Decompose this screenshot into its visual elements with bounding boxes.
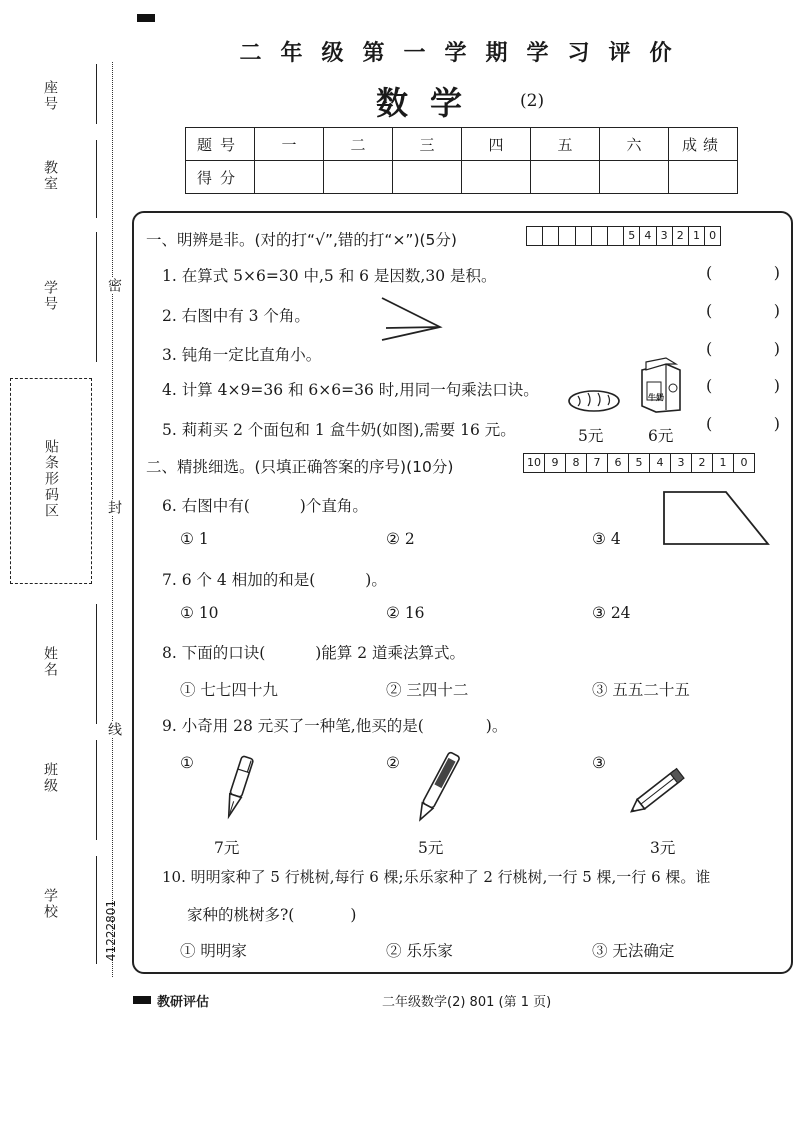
q10-option-3[interactable]: ③ 无法确定 — [592, 942, 675, 960]
scale-box[interactable] — [542, 227, 558, 245]
footer-mark — [133, 996, 151, 1004]
answer-paren-5[interactable]: ( ) — [706, 414, 780, 433]
q6-option-1[interactable]: ① 1 — [180, 530, 209, 548]
question-4: 4. 计算 4×9=36 和 6×6=36 时,用同一句乘法口诀。 — [162, 381, 539, 399]
q9-price-3: 3元 — [650, 839, 676, 857]
milk-label: 牛奶 — [648, 392, 664, 402]
subject-number: (2) — [520, 91, 545, 111]
scale-box[interactable]: 0 — [733, 454, 754, 472]
scale-box[interactable] — [575, 227, 591, 245]
binding-line — [96, 604, 97, 724]
name-label: 姓名 — [42, 646, 58, 678]
angle-figure — [378, 294, 444, 342]
score-cell[interactable] — [531, 161, 600, 194]
q9-price-1: 7元 — [214, 839, 240, 857]
scale-box[interactable]: 4 — [649, 454, 670, 472]
milk-box-icon — [636, 356, 684, 414]
score-col: 二 — [324, 128, 393, 161]
score-row-label: 得分 — [186, 161, 255, 194]
question-8: 8. 下面的口诀( )能算 2 道乘法算式。 — [162, 644, 466, 662]
binding-line — [96, 740, 97, 840]
answer-paren-1[interactable]: ( ) — [706, 263, 780, 282]
score-cell[interactable] — [600, 161, 669, 194]
scale-box[interactable]: 10 — [527, 456, 541, 469]
bread-price: 5元 — [578, 427, 604, 445]
student-id-label: 学号 — [42, 280, 58, 312]
score-col: 六 — [600, 128, 669, 161]
q7-option-2[interactable]: ② 16 — [386, 604, 425, 622]
q6-option-2[interactable]: ② 2 — [386, 530, 415, 548]
scale-box[interactable]: 1 — [688, 227, 704, 245]
subject-title: 数学 — [376, 84, 485, 122]
scale-box[interactable]: 5 — [628, 454, 649, 472]
scale-box[interactable] — [607, 227, 623, 245]
scale-box[interactable] — [591, 227, 607, 245]
seat-number-label: 座号 — [42, 80, 58, 112]
score-col: 五 — [531, 128, 600, 161]
section2-title: 二、精挑细选。(只填正确答案的序号)(10分) — [146, 458, 454, 476]
scale-box[interactable]: 2 — [691, 454, 712, 472]
scale-box[interactable]: 2 — [672, 227, 688, 245]
milk-price: 6元 — [648, 427, 674, 445]
answer-paren-2[interactable]: ( ) — [706, 301, 780, 320]
scale-box[interactable]: 9 — [544, 454, 565, 472]
cut-mark-close: 封 — [106, 500, 122, 516]
binding-line — [96, 140, 97, 218]
score-col: 成绩 — [669, 128, 738, 161]
score-cell[interactable] — [462, 161, 531, 194]
binding-line — [96, 64, 97, 124]
section1-score-scale[interactable] — [526, 226, 721, 246]
q10-option-1[interactable]: ① 明明家 — [180, 942, 247, 960]
score-col: 一 — [255, 128, 324, 161]
score-col: 三 — [393, 128, 462, 161]
binding-line — [96, 232, 97, 362]
score-col: 四 — [462, 128, 531, 161]
classroom-label: 教室 — [42, 160, 58, 192]
scale-box[interactable]: 3 — [656, 227, 672, 245]
scale-box[interactable] — [558, 227, 574, 245]
q8-option-1[interactable]: ① 七七四十九 — [180, 681, 278, 699]
scale-box[interactable]: 6 — [607, 454, 628, 472]
question-7: 7. 6 个 4 相加的和是( )。 — [162, 571, 387, 589]
q7-option-1[interactable]: ① 10 — [180, 604, 219, 622]
bread-icon — [566, 384, 622, 414]
q9-option-2[interactable]: ② — [386, 754, 400, 772]
footer-publisher: 教研评估 — [157, 995, 210, 1010]
q9-option-1[interactable]: ① — [180, 754, 194, 772]
q10-option-2[interactable]: ② 乐乐家 — [386, 942, 453, 960]
scale-box[interactable]: 3 — [670, 454, 691, 472]
trapezoid-figure — [660, 488, 772, 548]
scale-box[interactable]: 4 — [639, 227, 655, 245]
question-1: 1. 在算式 5×6=30 中,5 和 6 是因数,30 是积。 — [162, 267, 497, 285]
cut-line — [112, 62, 113, 977]
scale-box[interactable]: 1 — [712, 454, 733, 472]
q8-option-2[interactable]: ② 三四十二 — [386, 681, 469, 699]
barcode-area-label: 贴条形码区 — [43, 439, 59, 519]
pencil-icon — [622, 762, 696, 818]
barcode-area — [10, 378, 92, 584]
scale-box[interactable] — [527, 227, 542, 245]
corner-mark — [137, 14, 155, 22]
q8-option-3[interactable]: ③ 五五二十五 — [592, 681, 690, 699]
question-5: 5. 莉莉买 2 个面包和 1 盒牛奶(如图),需要 16 元。 — [162, 421, 516, 439]
score-cell[interactable] — [255, 161, 324, 194]
answer-paren-3[interactable]: ( ) — [706, 339, 780, 358]
binding-line — [96, 856, 97, 964]
question-2: 2. 右图中有 3 个角。 — [162, 307, 310, 325]
footer-page-info: 二年级数学(2) 801 (第 1 页) — [382, 995, 552, 1010]
ballpoint-pen-icon — [412, 748, 462, 828]
school-label: 学校 — [42, 888, 58, 920]
question-3: 3. 钝角一定比直角小。 — [162, 346, 322, 364]
q6-option-3[interactable]: ③ 4 — [592, 530, 621, 548]
section2-score-scale[interactable] — [523, 453, 755, 473]
answer-paren-4[interactable]: ( ) — [706, 376, 780, 395]
score-table-header: 题号 — [186, 128, 255, 161]
score-cell[interactable] — [669, 161, 738, 194]
score-cell[interactable] — [324, 161, 393, 194]
q7-option-3[interactable]: ③ 24 — [592, 604, 631, 622]
question-9: 9. 小奇用 28 元买了一种笔,他买的是( )。 — [162, 717, 508, 735]
scale-box[interactable]: 8 — [565, 454, 586, 472]
score-table — [185, 127, 738, 194]
scale-box[interactable]: 7 — [586, 454, 607, 472]
page-title: 二年级第一学期学习评价 — [239, 41, 691, 66]
fountain-pen-icon — [218, 752, 258, 824]
q9-option-3[interactable]: ③ — [592, 754, 606, 772]
scale-box[interactable]: 0 — [704, 227, 720, 245]
scale-box[interactable]: 5 — [623, 227, 639, 245]
question-10-line2: 家种的桃树多?( ) — [187, 906, 357, 924]
score-cell[interactable] — [393, 161, 462, 194]
class-label: 班级 — [42, 762, 58, 794]
cut-mark-line: 线 — [106, 722, 122, 738]
section1-title: 一、明辨是非。(对的打“√”,错的打“×”)(5分) — [146, 231, 457, 249]
q9-price-2: 5元 — [418, 839, 444, 857]
cut-mark-seal: 密 — [106, 278, 122, 294]
question-6: 6. 右图中有( )个直角。 — [162, 497, 368, 515]
exam-code: 41222801 — [104, 900, 118, 962]
question-10: 10. 明明家种了 5 行桃树,每行 6 棵;乐乐家种了 2 行桃树,一行 5 棵,一行 6 棵。谁 — [162, 868, 711, 886]
